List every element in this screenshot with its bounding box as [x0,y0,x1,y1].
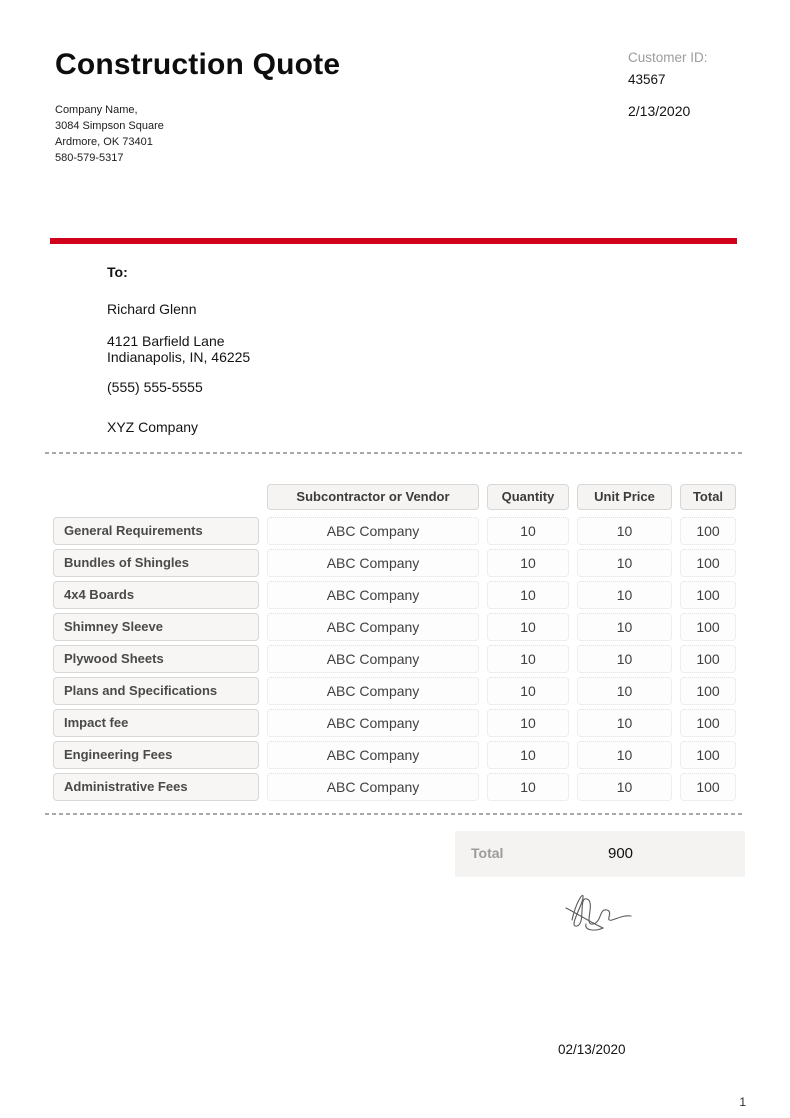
row-item-label: Administrative Fees [53,773,259,801]
row-total-cell: 100 [680,677,736,705]
row-total-cell: 100 [680,517,736,545]
table-header-total: Total [680,484,736,510]
table-header-vendor: Subcontractor or Vendor [267,484,479,510]
row-item-label: Plans and Specifications [53,677,259,705]
row-unit-price-cell: 10 [577,677,672,705]
dashed-divider-bottom [45,813,745,815]
row-quantity-cell: 10 [487,581,569,609]
row-unit-price-cell: 10 [577,773,672,801]
table-row [53,741,736,769]
company-name: Company Name, [55,104,138,116]
row-quantity-cell: 10 [487,549,569,577]
row-total-cell: 100 [680,773,736,801]
footer-date: 02/13/2020 [558,1042,626,1057]
row-item-label: Bundles of Shingles [53,549,259,577]
company-street: 3084 Simpson Square [55,120,164,132]
customer-id-value: 43567 [628,72,666,87]
to-heading: To: [107,264,128,280]
dashed-divider-top [45,452,745,454]
table-body [53,517,736,801]
row-unit-price-cell: 10 [577,581,672,609]
row-total-cell: 100 [680,709,736,737]
row-vendor-cell: ABC Company [267,549,479,577]
accent-divider [50,238,737,244]
row-quantity-cell: 10 [487,613,569,641]
row-total-cell: 100 [680,741,736,769]
customer-id-label: Customer ID: [628,50,708,65]
summary-total-value: 900 [608,845,634,862]
row-vendor-cell: ABC Company [267,741,479,769]
table-row [53,581,736,609]
row-unit-price-cell: 10 [577,645,672,673]
row-vendor-cell: ABC Company [267,677,479,705]
row-item-label: General Requirements [53,517,259,545]
row-vendor-cell: ABC Company [267,581,479,609]
table-row [53,613,736,641]
table-row [53,773,736,801]
row-quantity-cell: 10 [487,709,569,737]
quote-date: 2/13/2020 [628,103,691,119]
recipient-name: Richard Glenn [107,301,197,317]
customer-block [628,50,708,119]
row-unit-price-cell: 10 [577,549,672,577]
company-citystate: Ardmore, OK 73401 [55,136,153,148]
recipient-phone: (555) 555-5555 [107,379,203,395]
row-vendor-cell: ABC Company [267,645,479,673]
recipient-address [107,333,250,365]
summary-total-label: Total [471,845,504,861]
quote-table [53,484,736,805]
table-header-spacer [53,484,259,510]
row-item-label: 4x4 Boards [53,581,259,609]
table-header-unit-price: Unit Price [577,484,672,510]
table-row [53,517,736,545]
table-row [53,709,736,737]
row-item-label: Plywood Sheets [53,645,259,673]
row-total-cell: 100 [680,581,736,609]
row-total-cell: 100 [680,549,736,577]
recipient-block [107,264,250,435]
signature-scribble [556,886,634,938]
row-unit-price-cell: 10 [577,741,672,769]
recipient-address-line2: Indianapolis, IN, 46225 [107,349,251,365]
row-vendor-cell: ABC Company [267,773,479,801]
page-number: 1 [739,1095,746,1109]
row-unit-price-cell: 10 [577,517,672,545]
page-title: Construction Quote [55,48,341,81]
row-quantity-cell: 10 [487,773,569,801]
row-item-label: Impact fee [53,709,259,737]
company-phone: 580-579-5317 [55,152,124,164]
table-row [53,677,736,705]
row-item-label: Engineering Fees [53,741,259,769]
row-quantity-cell: 10 [487,741,569,769]
table-row [53,549,736,577]
recipient-address-line1: 4121 Barfield Lane [107,333,225,349]
row-vendor-cell: ABC Company [267,709,479,737]
table-row [53,645,736,673]
row-total-cell: 100 [680,645,736,673]
row-vendor-cell: ABC Company [267,613,479,641]
summary-box [455,831,745,877]
row-quantity-cell: 10 [487,677,569,705]
row-unit-price-cell: 10 [577,613,672,641]
row-quantity-cell: 10 [487,645,569,673]
recipient-company: XYZ Company [107,419,199,435]
table-header-row [53,484,736,510]
row-unit-price-cell: 10 [577,709,672,737]
table-header-quantity: Quantity [487,484,569,510]
row-item-label: Shimney Sleeve [53,613,259,641]
row-total-cell: 100 [680,613,736,641]
company-info [55,102,164,166]
row-quantity-cell: 10 [487,517,569,545]
row-vendor-cell: ABC Company [267,517,479,545]
